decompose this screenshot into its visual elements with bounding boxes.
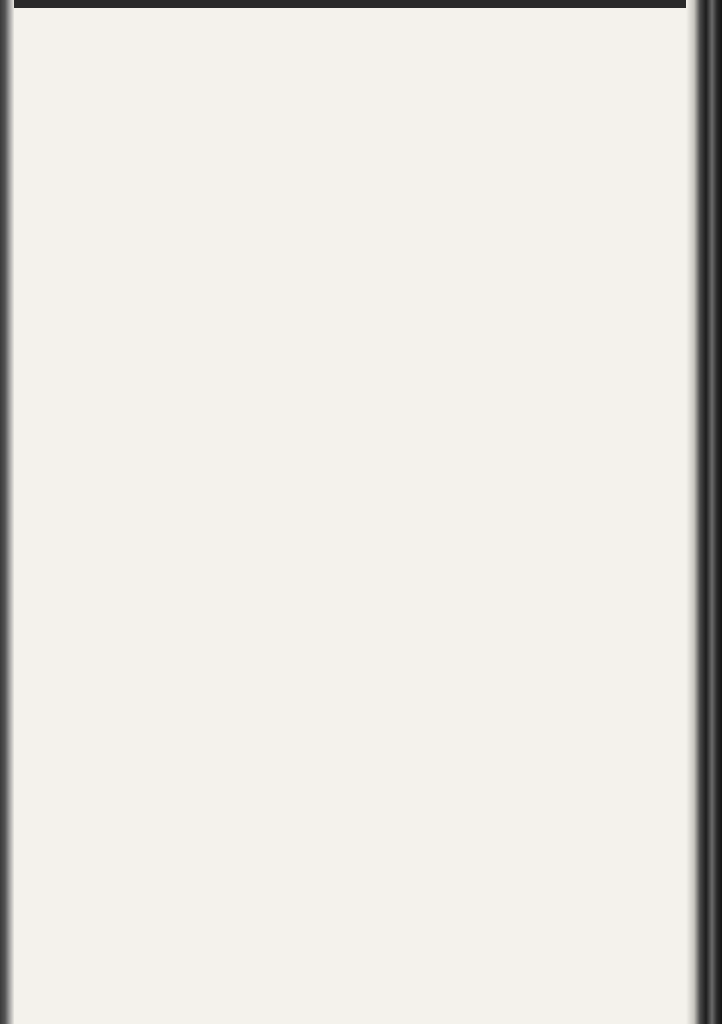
scan-left-edge <box>0 0 14 1024</box>
document-page <box>113 112 538 164</box>
scan-top-edge <box>0 0 722 8</box>
book-spine-edge <box>686 0 722 1024</box>
